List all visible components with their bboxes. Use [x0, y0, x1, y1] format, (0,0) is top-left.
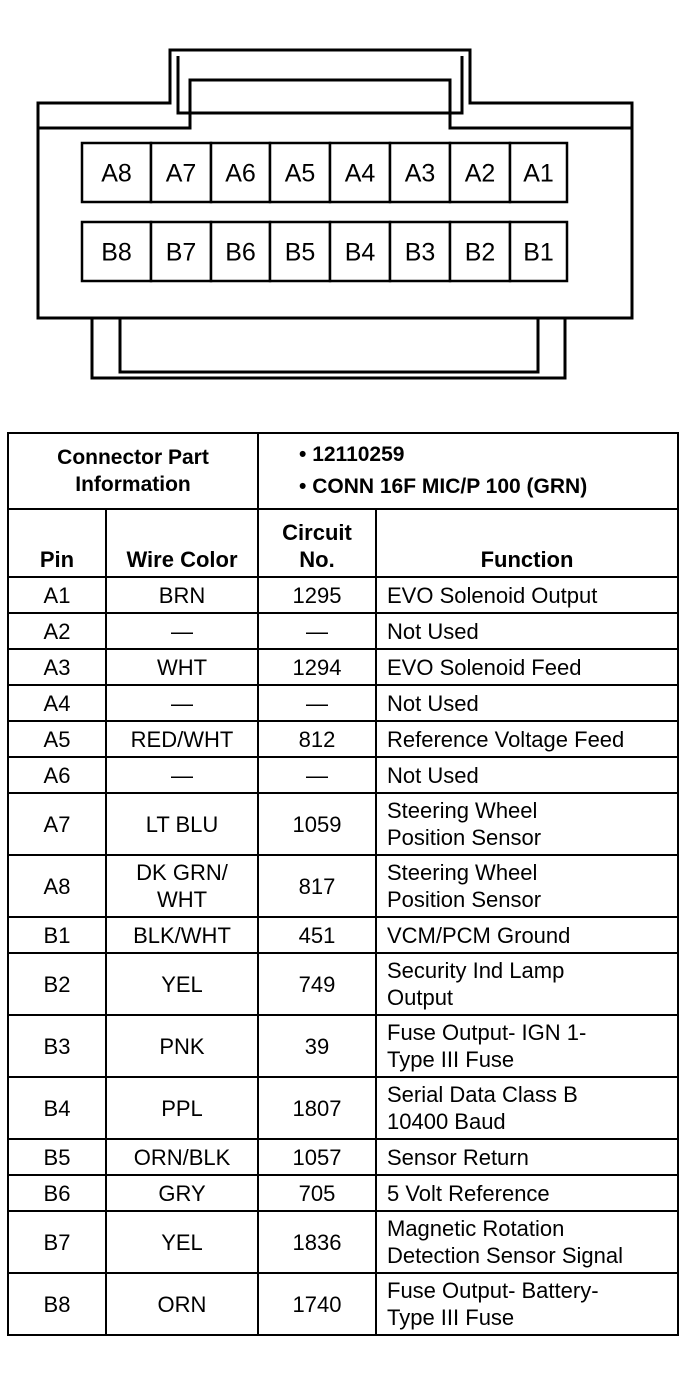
wire-color-cell: BRN [106, 577, 258, 613]
pin-cavity-b7 [151, 222, 211, 281]
circuit-number-cell: 1740 [258, 1273, 376, 1335]
pin-cavity-a3 [390, 143, 450, 202]
pin-cell: B1 [8, 917, 106, 953]
wire-color-cell: YEL [106, 953, 258, 1015]
circuit-number-cell: 1294 [258, 649, 376, 685]
pin-cavity-a8 [82, 143, 151, 202]
table-row [8, 1211, 678, 1273]
part-number: • 12110259 [299, 443, 405, 466]
pin-label: A6 [225, 159, 256, 188]
connector-description: • CONN 16F MIC/P 100 (GRN) [299, 475, 588, 498]
table-row [8, 1273, 678, 1335]
wire-color-cell: ORN [106, 1273, 258, 1335]
table-row [8, 953, 678, 1015]
function-cell: Steering Wheel Position Sensor [376, 855, 678, 917]
circuit-number-cell: 1295 [258, 577, 376, 613]
wire-color-cell: BLK/WHT [106, 917, 258, 953]
circuit-number-cell: 705 [258, 1175, 376, 1211]
table-row [8, 793, 678, 855]
wire-color-cell: RED/WHT [106, 721, 258, 757]
wire-color-cell: — [106, 685, 258, 721]
pin-cavity-a2 [450, 143, 510, 202]
circuit-number-cell: 1057 [258, 1139, 376, 1175]
wire-color-cell: WHT [106, 649, 258, 685]
circuit-number-cell: 1059 [258, 793, 376, 855]
pin-row-a [82, 143, 567, 202]
circuit-number-cell: 1807 [258, 1077, 376, 1139]
function-cell: Not Used [376, 685, 678, 721]
pin-label: B1 [523, 238, 554, 267]
pin-label: B4 [344, 238, 376, 267]
pin-cell: A8 [8, 855, 106, 917]
header-pin: Pin [8, 509, 106, 577]
function-cell: Fuse Output- Battery- Type III Fuse [376, 1273, 678, 1335]
pin-label: A7 [165, 159, 197, 188]
pin-cell: B7 [8, 1211, 106, 1273]
wire-color-cell: ORN/BLK [106, 1139, 258, 1175]
pin-row-b [82, 222, 567, 281]
wire-color-cell: LT BLU [106, 793, 258, 855]
table-row [8, 613, 678, 649]
circuit-number-cell: 812 [258, 721, 376, 757]
pin-label: A5 [284, 159, 316, 188]
pin-label: A1 [523, 159, 554, 188]
pin-label: B2 [464, 238, 496, 267]
pin-cavity-a5 [270, 143, 330, 202]
pin-cell: A2 [8, 613, 106, 649]
pin-cell: A5 [8, 721, 106, 757]
info-label-line1: Connector Part [57, 446, 209, 469]
pin-cavity-a1 [510, 143, 567, 202]
pin-cavity-b5 [270, 222, 330, 281]
header-row [8, 509, 678, 577]
circuit-number-cell: 749 [258, 953, 376, 1015]
connector-info-row [8, 433, 678, 509]
pin-cavity-b4 [330, 222, 390, 281]
wire-color-cell: — [106, 757, 258, 793]
pin-cavity-b3 [390, 222, 450, 281]
connector-info-label [8, 433, 258, 509]
function-cell: VCM/PCM Ground [376, 917, 678, 953]
function-cell: Not Used [376, 613, 678, 649]
wire-color-cell: PPL [106, 1077, 258, 1139]
table-row [8, 721, 678, 757]
function-cell: Magnetic Rotation Detection Sensor Signal [376, 1211, 678, 1273]
pin-cell: B4 [8, 1077, 106, 1139]
header-wire-color: Wire Color [106, 509, 258, 577]
table-row [8, 685, 678, 721]
pin-cavity-b2 [450, 222, 510, 281]
pin-cell: A3 [8, 649, 106, 685]
function-cell: Sensor Return [376, 1139, 678, 1175]
pin-cell: B5 [8, 1139, 106, 1175]
pin-label: A8 [101, 159, 132, 188]
connector-face-diagram [0, 0, 688, 400]
circuit-number-cell: 39 [258, 1015, 376, 1077]
pin-cell: B6 [8, 1175, 106, 1211]
pin-cavity-a4 [330, 143, 390, 202]
function-cell: Not Used [376, 757, 678, 793]
wire-color-cell: YEL [106, 1211, 258, 1273]
table-row [8, 855, 678, 917]
pin-cell: B2 [8, 953, 106, 1015]
table-row [8, 917, 678, 953]
info-label-line2: Information [75, 473, 191, 496]
table-row [8, 577, 678, 613]
pin-cavity-b8 [82, 222, 151, 281]
function-cell: Security Ind Lamp Output [376, 953, 678, 1015]
pin-label: A2 [464, 159, 496, 188]
header-circuit-no: Circuit No. [258, 509, 376, 577]
wire-color-cell: GRY [106, 1175, 258, 1211]
pin-label: A4 [344, 159, 376, 188]
pin-label: B8 [101, 238, 132, 267]
function-cell: Serial Data Class B 10400 Baud [376, 1077, 678, 1139]
pin-label: B7 [165, 238, 197, 267]
pin-cell: B8 [8, 1273, 106, 1335]
header-function: Function [376, 509, 678, 577]
circuit-number-cell: 817 [258, 855, 376, 917]
table-row [8, 1015, 678, 1077]
circuit-number-cell: 1836 [258, 1211, 376, 1273]
circuit-number-cell: — [258, 613, 376, 649]
function-cell: EVO Solenoid Feed [376, 649, 678, 685]
connector-info-values [258, 433, 678, 509]
table-row [8, 1175, 678, 1211]
pin-label: B6 [225, 238, 256, 267]
circuit-number-cell: — [258, 757, 376, 793]
function-cell: Steering Wheel Position Sensor [376, 793, 678, 855]
wire-color-cell: DK GRN/ WHT [106, 855, 258, 917]
circuit-number-cell: — [258, 685, 376, 721]
function-cell: EVO Solenoid Output [376, 577, 678, 613]
pin-cavity-b6 [211, 222, 270, 281]
function-cell: 5 Volt Reference [376, 1175, 678, 1211]
function-cell: Reference Voltage Feed [376, 721, 678, 757]
table-row [8, 1077, 678, 1139]
pin-cell: A4 [8, 685, 106, 721]
table-row [8, 1139, 678, 1175]
pin-cavity-a6 [211, 143, 270, 202]
connector-housing [38, 50, 632, 378]
wire-color-cell: PNK [106, 1015, 258, 1077]
pin-cell: B3 [8, 1015, 106, 1077]
pin-cavity-b1 [510, 222, 567, 281]
pin-label: B3 [404, 238, 436, 267]
pin-cell: A7 [8, 793, 106, 855]
pin-label: A3 [404, 159, 436, 188]
connector-pinout-table [7, 432, 679, 1336]
circuit-number-cell: 451 [258, 917, 376, 953]
pin-cavity-a7 [151, 143, 211, 202]
pin-label: B5 [284, 238, 316, 267]
pin-cell: A6 [8, 757, 106, 793]
pin-cell: A1 [8, 577, 106, 613]
function-cell: Fuse Output- IGN 1- Type III Fuse [376, 1015, 678, 1077]
wire-color-cell: — [106, 613, 258, 649]
table-row [8, 757, 678, 793]
table-row [8, 649, 678, 685]
